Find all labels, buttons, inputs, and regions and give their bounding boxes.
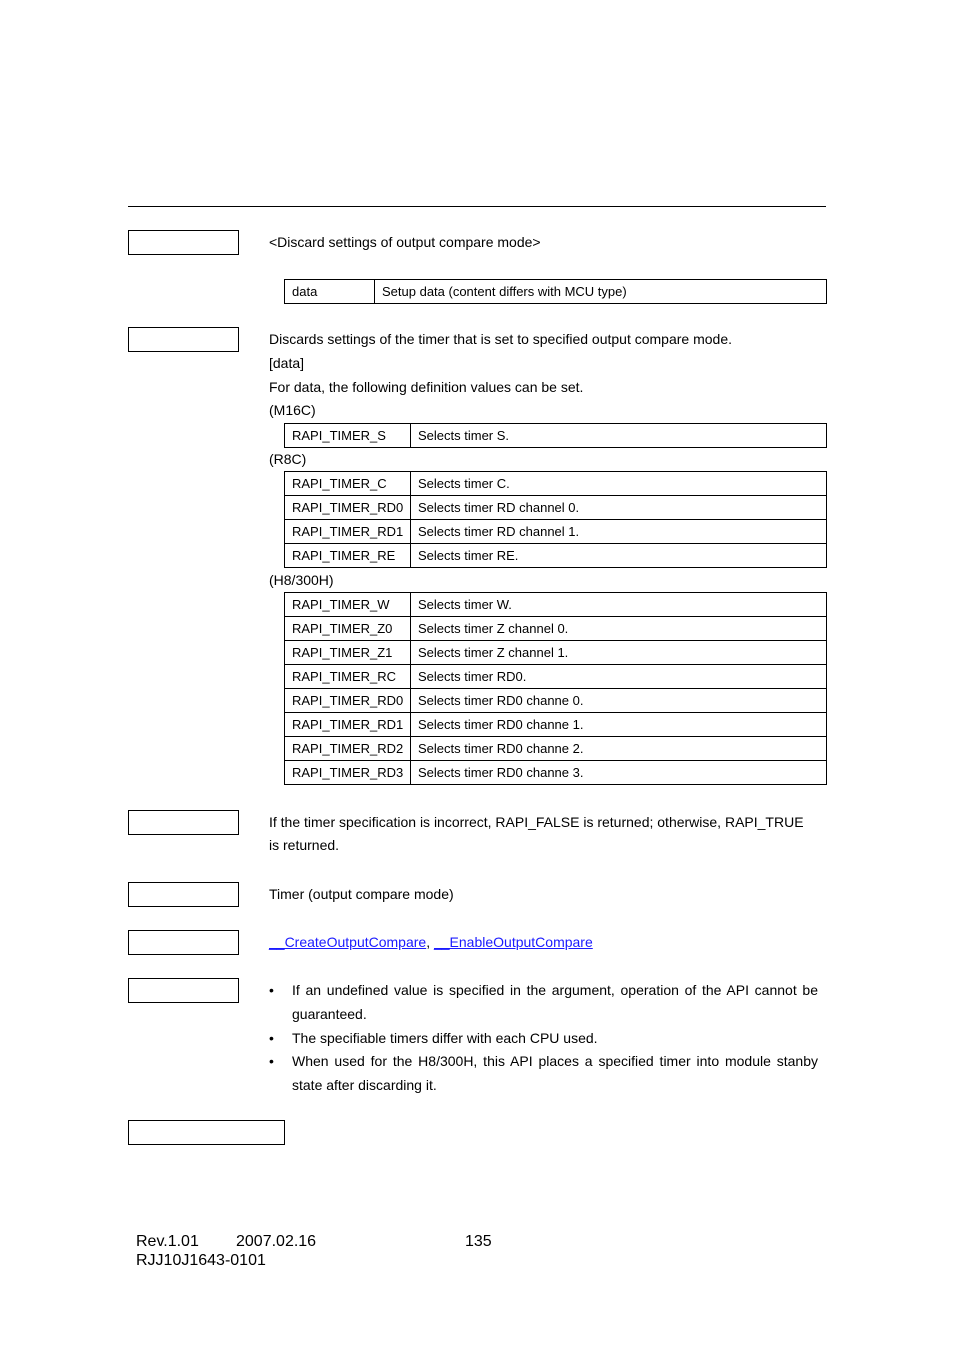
table-row bbox=[285, 737, 827, 761]
table-row bbox=[285, 280, 827, 304]
definition-name: RAPI_TIMER_Z0 bbox=[285, 617, 411, 641]
argument-name: data bbox=[285, 280, 375, 304]
table-row bbox=[285, 496, 827, 520]
arguments-table bbox=[284, 279, 827, 304]
return-value-label-box bbox=[128, 810, 239, 835]
related-functions-label-box bbox=[128, 930, 239, 955]
description-line-1: Discards settings of the timer that is set to specified output compare mode. bbox=[269, 331, 732, 347]
definition-name: RAPI_TIMER_Z1 bbox=[285, 641, 411, 665]
definition-name: RAPI_TIMER_RD0 bbox=[285, 496, 411, 520]
definition-desc: Selects timer RD0 channe 0. bbox=[411, 689, 827, 713]
definition-name: RAPI_TIMER_RD3 bbox=[285, 761, 411, 785]
header-title: <Discard settings of output compare mode> bbox=[269, 234, 541, 250]
definition-desc: Selects timer RD0. bbox=[411, 665, 827, 689]
definition-desc: Selects timer RD0 channe 3. bbox=[411, 761, 827, 785]
table-row bbox=[285, 593, 827, 617]
h8-table bbox=[284, 592, 827, 785]
link-create-output-compare[interactable]: __CreateOutputCompare bbox=[269, 934, 427, 950]
table-row bbox=[285, 544, 827, 568]
table-row bbox=[285, 665, 827, 689]
table-row bbox=[285, 761, 827, 785]
example-label-box bbox=[128, 1120, 285, 1145]
table-row bbox=[285, 424, 827, 448]
definition-name: RAPI_TIMER_RD1 bbox=[285, 713, 411, 737]
definition-desc: Selects timer C. bbox=[411, 472, 827, 496]
description-line-3: For data, the following definition values can be set. bbox=[269, 379, 584, 395]
definition-name: RAPI_TIMER_S bbox=[285, 424, 411, 448]
group-label-h8: (H8/300H) bbox=[269, 572, 334, 588]
note-text-2: The specifiable timers differ with each CPU used. bbox=[292, 1030, 598, 1046]
table-row bbox=[285, 520, 827, 544]
footer-date: 2007.02.16 bbox=[236, 1233, 317, 1250]
definition-desc: Selects timer RD0 channe 1. bbox=[411, 713, 827, 737]
definition-desc: Selects timer RD channel 0. bbox=[411, 496, 827, 520]
definition-desc: Selects timer RD channel 1. bbox=[411, 520, 827, 544]
table-row bbox=[285, 713, 827, 737]
note-text-1: If an undefined value is specified in the argument, operation of the API cannot be guaranteed. bbox=[292, 982, 818, 1022]
definition-name: RAPI_TIMER_RC bbox=[285, 665, 411, 689]
link-enable-output-compare[interactable]: __EnableOutputCompare bbox=[433, 934, 593, 950]
group-label-r8c: (R8C) bbox=[269, 451, 307, 467]
definition-name: RAPI_TIMER_RE bbox=[285, 544, 411, 568]
r8c-table bbox=[284, 471, 827, 568]
table-row bbox=[285, 641, 827, 665]
note-bullet: • bbox=[269, 1053, 274, 1069]
footer-document-id: RJJ10J1643-0101 bbox=[136, 1252, 266, 1269]
page-number: 135 bbox=[465, 1233, 492, 1250]
definition-name: RAPI_TIMER_RD2 bbox=[285, 737, 411, 761]
m16c-table bbox=[284, 423, 827, 448]
note-bullet: • bbox=[269, 982, 274, 998]
header-rule bbox=[128, 206, 826, 207]
notes-label-box bbox=[128, 978, 239, 1003]
definition-desc: Selects timer S. bbox=[411, 424, 827, 448]
table-row bbox=[285, 689, 827, 713]
definition-desc: Selects timer W. bbox=[411, 593, 827, 617]
definition-desc: Selects timer Z channel 0. bbox=[411, 617, 827, 641]
return-value-line-1: If the timer specification is incorrect, RAPI_FALSE is returned; otherwise, RAPI_TRUE bbox=[269, 814, 804, 830]
related-separator: , bbox=[426, 934, 431, 950]
definition-desc: Selects timer RE. bbox=[411, 544, 827, 568]
definition-name: RAPI_TIMER_RD0 bbox=[285, 689, 411, 713]
footer-revision: Rev.1.01 bbox=[136, 1233, 199, 1250]
definition-desc: Selects timer Z channel 1. bbox=[411, 641, 827, 665]
table-row bbox=[285, 472, 827, 496]
description-label-box bbox=[128, 327, 239, 352]
definition-name: RAPI_TIMER_RD1 bbox=[285, 520, 411, 544]
functionality-label-box bbox=[128, 882, 239, 907]
description-line-2: [data] bbox=[269, 355, 305, 371]
definition-name: RAPI_TIMER_C bbox=[285, 472, 411, 496]
note-text-3: When used for the H8/300H, this API places a specified timer into module stanby state after discarding it. bbox=[292, 1053, 818, 1093]
return-value-line-2: is returned. bbox=[269, 837, 340, 853]
group-label-m16c: (M16C) bbox=[269, 402, 316, 418]
related-functions bbox=[269, 933, 593, 951]
table-row bbox=[285, 617, 827, 641]
function-name-label-box bbox=[128, 230, 239, 255]
definition-name: RAPI_TIMER_W bbox=[285, 593, 411, 617]
note-bullet: • bbox=[269, 1030, 274, 1046]
definition-desc: Selects timer RD0 channe 2. bbox=[411, 737, 827, 761]
argument-desc: Setup data (content differs with MCU type) bbox=[375, 280, 827, 304]
functionality-text: Timer (output compare mode) bbox=[269, 886, 454, 902]
